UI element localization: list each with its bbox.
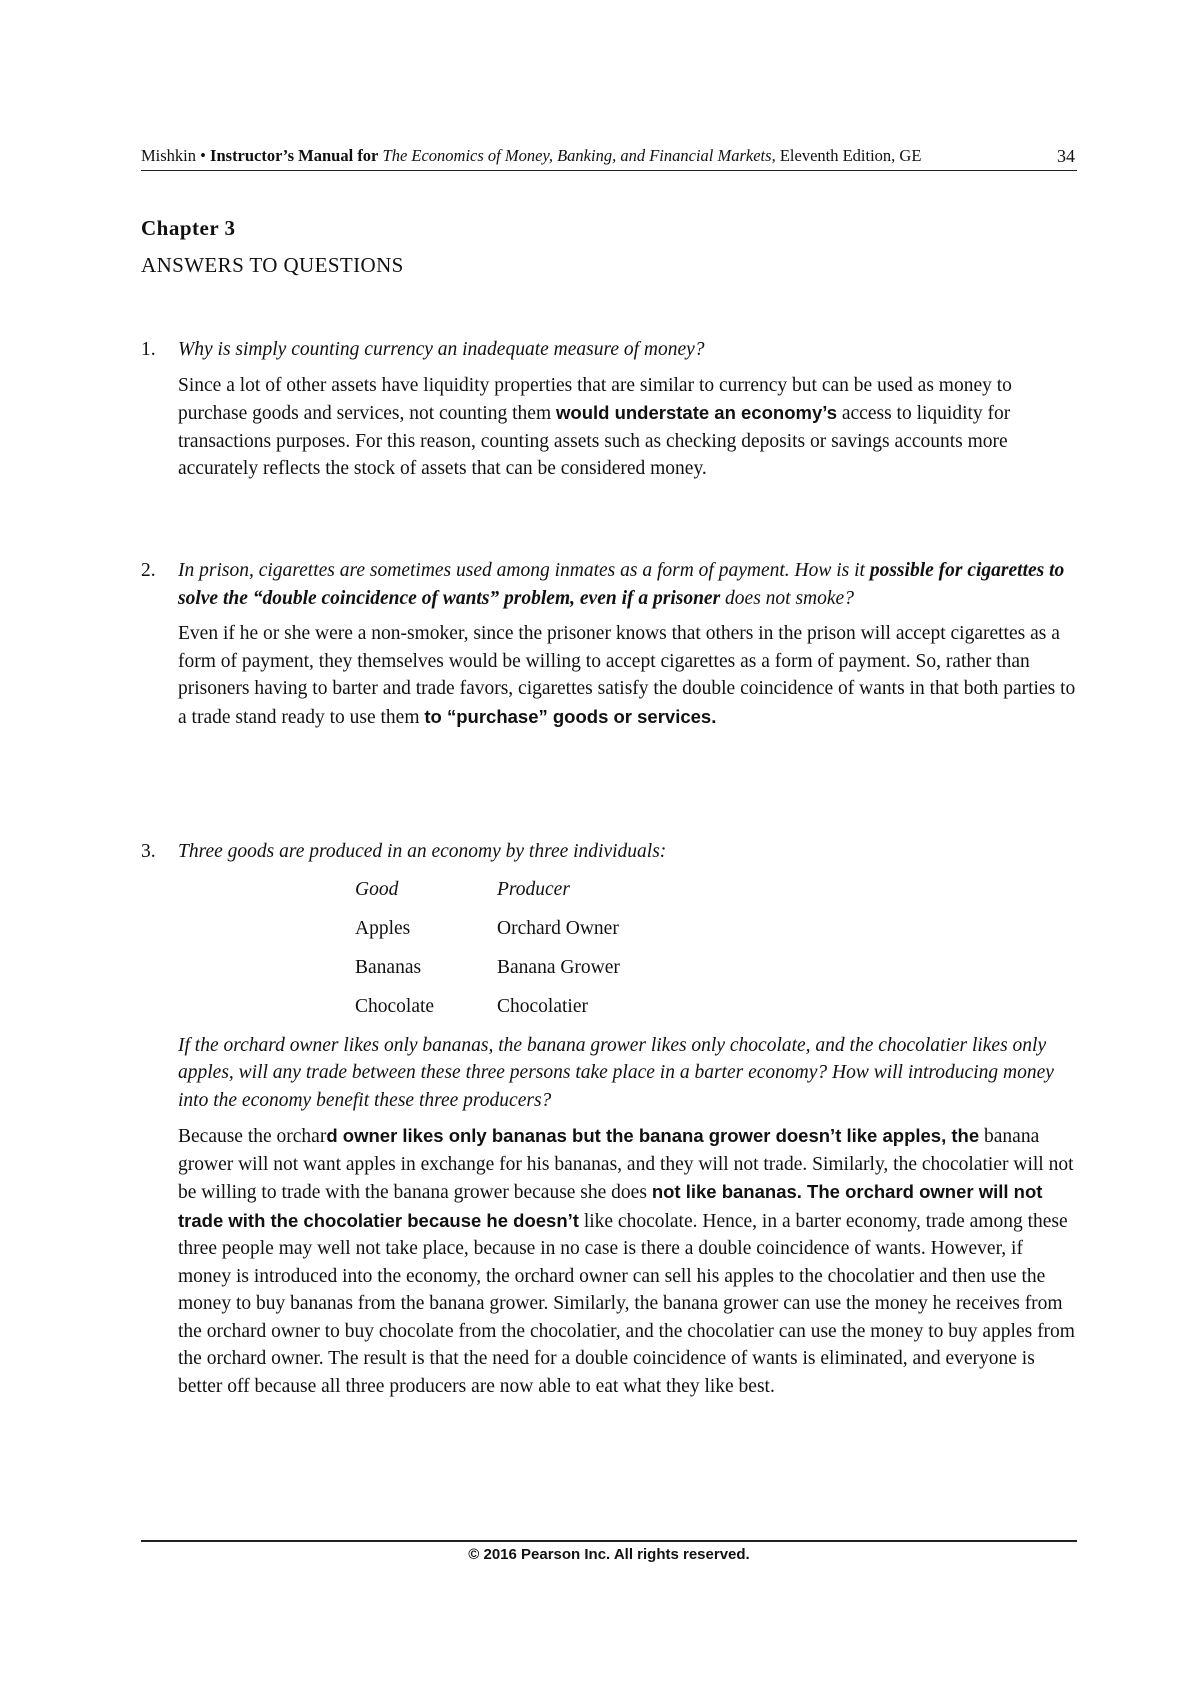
prompt-bold-segment: possible for cigarettes to solve the “double coincidence of wants” problem, even if a prisoner (178, 560, 1065, 609)
chapter-title: Chapter 3 (141, 216, 236, 240)
answer-text (178, 620, 1077, 731)
question-body (178, 557, 1077, 731)
table-cell-good: Apples (355, 917, 411, 939)
section-title: ANSWERS TO QUESTIONS (141, 253, 404, 277)
table-header-producer: Producer (497, 878, 570, 900)
prompt-segment: does not smoke? (720, 587, 854, 609)
header-rule (141, 170, 1077, 171)
answer-bold-segment: not like bananas. The orchard owner will not trade with the chocolatier because he doesn’t (178, 1181, 1043, 1231)
question-prompt-followup: If the orchard owner likes only bananas, the banana grower likes only chocolate, and the chocolatier likes only apples, will any trade between these three persons take place in a barter economy? How will introducing money into the economy benefit these three producers? (178, 1034, 1054, 1111)
answer-segment: banana grower will not want apples in exchange for his bananas, and they will not trade. Similarly, the chocolatier will not be willing to trade with the banana grower because she does (178, 1126, 1074, 1203)
footer-rule (141, 1540, 1077, 1542)
table-header-good: Good (355, 878, 399, 900)
question-prompt: Why is simply counting currency an inadequate measure of money? (178, 339, 705, 360)
question-number: 2. (141, 560, 156, 581)
table-header-row (355, 870, 620, 909)
header-author: Mishkin (141, 146, 197, 165)
running-header (141, 144, 1077, 168)
table-cell-producer: Orchard Owner (497, 917, 619, 939)
answer-bold-segment: to “purchase” goods or services. (424, 705, 717, 727)
table-cell-good: Bananas (355, 956, 422, 978)
answer-text (178, 372, 1077, 483)
question-number: 1. (141, 339, 156, 360)
answer-segment: access to liquidity for transactions purposes. For this reason, counting assets such as checking deposits or savings accounts more accurately reflects the stock of assets that can be considered money. (178, 403, 1011, 479)
table-row (355, 987, 620, 1026)
header-manual-label: Instructor’s Manual for (210, 146, 379, 165)
answer-segment: Because the orchar (178, 1126, 327, 1147)
header-book-title: The Economics of Money, Banking, and Financial Markets (382, 146, 772, 165)
page-number: 34 (1057, 146, 1075, 166)
answer-segment: Even if he or she were a non-smoker, since the prisoner knows that others in the prison will accept cigarettes as a form of payment, they themselves would be willing to accept cigarettes as a form of payment. So, rather than prisoners having to barter and trade favors, cigarettes satisfy the double coincidence of wants in that both parties to a trade stand ready to use them (178, 623, 1076, 728)
table-cell-producer: Banana Grower (497, 956, 620, 978)
table-row (355, 909, 620, 948)
answer-text (178, 1122, 1077, 1400)
answer-bold-segment: would understate an economy’s (556, 402, 837, 423)
question-prompt (178, 557, 1077, 612)
answer-segment: Since a lot of other assets have liquidity properties that are similar to currency but can be used as money to purchase goods and services, not counting them (178, 374, 1012, 424)
question-number: 3. (141, 841, 156, 862)
question-prompt-intro: Three goods are produced in an economy by three individuals: (178, 841, 667, 862)
table-row (355, 948, 620, 987)
question-body (178, 838, 1077, 1400)
table-cell-producer: Chocolatier (497, 995, 588, 1017)
copyright-footer: © 2016 Pearson Inc. All rights reserved. (468, 1546, 750, 1563)
header-bullet: • (200, 146, 206, 165)
answer-segment: like chocolate. Hence, in a barter economy, trade among these three people may well not take place, because in no case is there a double coincidence of wants. However, if money is introduced into the economy, the orchard owner can sell his apples to the chocolatier and then use the money to buy bananas from the banana grower. Similarly, the banana grower can use the money he receives from the orchard owner to buy chocolate from the chocolatier, and the chocolatier can use the money to buy apples from the orchard owner. The result is that the need for a double coincidence of wants is eliminated, and everyone is better off because all three producers are now able to eat what they like best. (178, 1210, 1075, 1397)
question-body (178, 336, 1077, 483)
answer-bold-segment: d owner likes only bananas but the banana grower doesn’t like apples, the (326, 1125, 980, 1146)
header-edition: , Eleventh Edition, GE (771, 146, 922, 165)
table-cell-good: Chocolate (355, 995, 435, 1017)
prompt-segment: In prison, cigarettes are sometimes used among inmates as a form of payment. How is it (178, 560, 870, 581)
goods-producer-table (355, 870, 620, 1026)
